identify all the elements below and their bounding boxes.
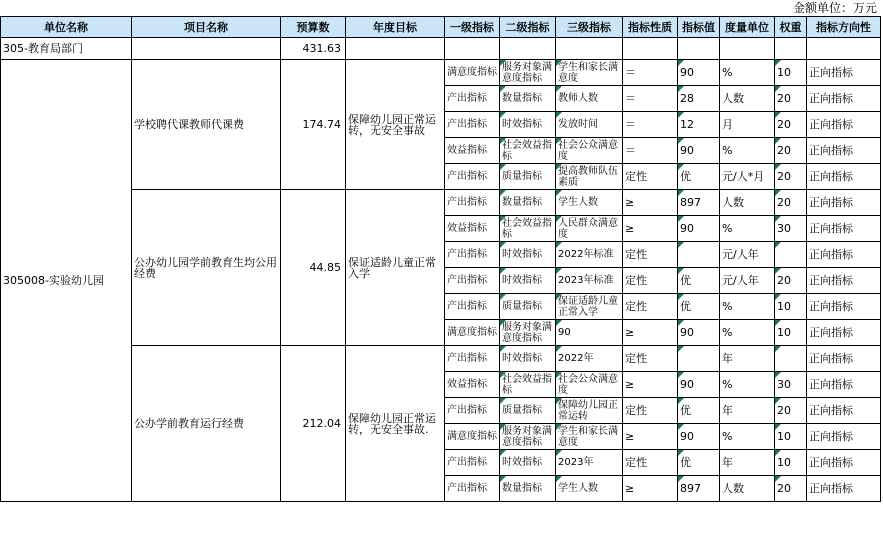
value-cell: 90: [678, 320, 720, 346]
weight-cell: 20: [775, 164, 807, 190]
project-budget-cell: 44.85: [281, 190, 346, 346]
level2-cell: 质量指标: [500, 164, 556, 190]
level1-cell: 产出指标: [445, 190, 500, 216]
dept-row: [1, 38, 881, 60]
level3-cell: 发放时间: [556, 112, 623, 138]
measure-cell: 人数: [720, 190, 775, 216]
col-header-level2: 二级指标: [500, 17, 556, 38]
direction-cell: 正向指标: [807, 372, 881, 398]
weight-cell: 10: [775, 450, 807, 476]
measure-cell: 人数: [720, 476, 775, 502]
weight-cell: 20: [775, 112, 807, 138]
weight-cell: 20: [775, 268, 807, 294]
level2-cell: 社会效益指标: [500, 138, 556, 164]
weight-cell: 10: [775, 60, 807, 86]
header-row: [1, 17, 881, 38]
col-header-value: 指标值: [678, 17, 720, 38]
dept-unit-cell: 305-教育局部门: [1, 38, 132, 60]
level3-cell: 学生和家长满意度: [556, 424, 623, 450]
col-header-level1: 一级指标: [445, 17, 500, 38]
col-header-level3: 三级指标: [556, 17, 623, 38]
amount-unit-label: 金额单位：万元: [792, 1, 877, 15]
level1-cell: 产出指标: [445, 346, 500, 372]
value-cell: 优: [678, 398, 720, 424]
measure-cell: %: [720, 320, 775, 346]
level3-cell: 保障幼儿园正常运转: [556, 398, 623, 424]
value-cell: 897: [678, 476, 720, 502]
level2-cell: 质量指标: [500, 294, 556, 320]
nature-cell: ＝: [623, 86, 678, 112]
col-header-unit: 单位名称: [1, 17, 132, 38]
weight-cell: [775, 242, 807, 268]
level1-cell: 满意度指标: [445, 60, 500, 86]
nature-cell: ≥: [623, 372, 678, 398]
value-cell: 90: [678, 138, 720, 164]
col-header-project: 项目名称: [132, 17, 281, 38]
level1-cell: 产出指标: [445, 242, 500, 268]
unit-name-cell: 305008-实验幼儿园: [1, 60, 132, 502]
direction-cell: 正向指标: [807, 450, 881, 476]
direction-cell: 正向指标: [807, 60, 881, 86]
level2-cell: 时效指标: [500, 346, 556, 372]
measure-cell: 元/人*月: [720, 164, 775, 190]
level3-cell: 提高教师队伍素质: [556, 164, 623, 190]
level2-cell: 服务对象满意度指标: [500, 60, 556, 86]
level3-cell: 教师人数: [556, 86, 623, 112]
level3-cell: 学生人数: [556, 476, 623, 502]
nature-cell: 定性: [623, 294, 678, 320]
project-goal-cell: 保证适龄儿童正常入学: [346, 190, 445, 346]
value-cell: 90: [678, 60, 720, 86]
weight-cell: 10: [775, 320, 807, 346]
value-cell: 优: [678, 164, 720, 190]
direction-cell: 正向指标: [807, 112, 881, 138]
direction-cell: 正向指标: [807, 190, 881, 216]
level1-cell: 效益指标: [445, 216, 500, 242]
value-cell: 90: [678, 372, 720, 398]
nature-cell: 定性: [623, 450, 678, 476]
nature-cell: 定性: [623, 268, 678, 294]
level2-cell: 数量指标: [500, 86, 556, 112]
measure-cell: 元/人年: [720, 268, 775, 294]
col-header-measure: 度量单位: [720, 17, 775, 38]
nature-cell: ＝: [623, 112, 678, 138]
level1-cell: 产出指标: [445, 86, 500, 112]
weight-cell: 20: [775, 476, 807, 502]
level3-cell: 社会公众满意度: [556, 138, 623, 164]
direction-cell: 正向指标: [807, 294, 881, 320]
level3-cell: 2022年标准: [556, 242, 623, 268]
direction-cell: 正向指标: [807, 346, 881, 372]
direction-cell: 正向指标: [807, 424, 881, 450]
col-header-nature: 指标性质: [623, 17, 678, 38]
value-cell: 优: [678, 450, 720, 476]
nature-cell: ≥: [623, 424, 678, 450]
weight-cell: 20: [775, 138, 807, 164]
measure-cell: %: [720, 138, 775, 164]
project-name-cell: 公办学前教育运行经费: [132, 346, 281, 502]
nature-cell: ≥: [623, 320, 678, 346]
level1-cell: 产出指标: [445, 268, 500, 294]
indicator-row: [1, 190, 881, 216]
project-name-cell: 公办幼儿园学前教育生均公用经费: [132, 190, 281, 346]
level3-cell: 人民群众满意度: [556, 216, 623, 242]
level3-cell: 90: [556, 320, 623, 346]
weight-cell: 10: [775, 294, 807, 320]
value-cell: [678, 346, 720, 372]
project-budget-cell: 212.04: [281, 346, 346, 502]
measure-cell: %: [720, 424, 775, 450]
level2-cell: 时效指标: [500, 268, 556, 294]
direction-cell: 正向指标: [807, 242, 881, 268]
nature-cell: 定性: [623, 164, 678, 190]
measure-cell: 月: [720, 112, 775, 138]
level3-cell: 保证适龄儿童正常入学: [556, 294, 623, 320]
col-header-weight: 权重: [775, 17, 807, 38]
level2-cell: 社会效益指标: [500, 372, 556, 398]
level3-cell: 社会公众满意度: [556, 372, 623, 398]
level1-cell: 效益指标: [445, 372, 500, 398]
weight-cell: [775, 346, 807, 372]
nature-cell: ≥: [623, 476, 678, 502]
direction-cell: 正向指标: [807, 268, 881, 294]
nature-cell: 定性: [623, 242, 678, 268]
level1-cell: 产出指标: [445, 112, 500, 138]
project-goal-cell: 保障幼儿园正常运转，无安全事故: [346, 60, 445, 190]
level1-cell: 产出指标: [445, 450, 500, 476]
level3-cell: 2022年: [556, 346, 623, 372]
level2-cell: 时效指标: [500, 242, 556, 268]
level2-cell: 时效指标: [500, 112, 556, 138]
measure-cell: %: [720, 294, 775, 320]
level1-cell: 产出指标: [445, 476, 500, 502]
weight-cell: 20: [775, 398, 807, 424]
level1-cell: 产出指标: [445, 398, 500, 424]
level2-cell: 社会效益指标: [500, 216, 556, 242]
performance-indicator-table: [0, 16, 881, 502]
direction-cell: 正向指标: [807, 320, 881, 346]
nature-cell: ＝: [623, 138, 678, 164]
value-cell: 28: [678, 86, 720, 112]
direction-cell: 正向指标: [807, 86, 881, 112]
level1-cell: 满意度指标: [445, 424, 500, 450]
value-cell: 优: [678, 268, 720, 294]
nature-cell: ＝: [623, 60, 678, 86]
nature-cell: 定性: [623, 398, 678, 424]
level3-cell: 2023年: [556, 450, 623, 476]
level1-cell: 效益指标: [445, 138, 500, 164]
measure-cell: 元/人年: [720, 242, 775, 268]
col-header-direction: 指标方向性: [807, 17, 881, 38]
indicator-row: [1, 346, 881, 372]
measure-cell: %: [720, 372, 775, 398]
direction-cell: 正向指标: [807, 138, 881, 164]
measure-cell: %: [720, 216, 775, 242]
indicator-row: [1, 60, 881, 86]
project-budget-cell: 174.74: [281, 60, 346, 190]
value-cell: [678, 242, 720, 268]
level2-cell: 质量指标: [500, 398, 556, 424]
level1-cell: 产出指标: [445, 294, 500, 320]
level2-cell: 数量指标: [500, 190, 556, 216]
weight-cell: 20: [775, 190, 807, 216]
weight-cell: 30: [775, 216, 807, 242]
weight-cell: 30: [775, 372, 807, 398]
measure-cell: 年: [720, 398, 775, 424]
level2-cell: 数量指标: [500, 476, 556, 502]
value-cell: 12: [678, 112, 720, 138]
level1-cell: 满意度指标: [445, 320, 500, 346]
project-goal-cell: 保障幼儿园正常运转，无安全事故.: [346, 346, 445, 502]
measure-cell: 年: [720, 450, 775, 476]
weight-cell: 20: [775, 86, 807, 112]
level2-cell: 时效指标: [500, 450, 556, 476]
measure-cell: %: [720, 60, 775, 86]
col-header-budget: 预算数: [281, 17, 346, 38]
value-cell: 优: [678, 294, 720, 320]
weight-cell: 10: [775, 424, 807, 450]
direction-cell: 正向指标: [807, 164, 881, 190]
level1-cell: 产出指标: [445, 164, 500, 190]
direction-cell: 正向指标: [807, 216, 881, 242]
direction-cell: 正向指标: [807, 476, 881, 502]
level3-cell: 2023年标准: [556, 268, 623, 294]
direction-cell: 正向指标: [807, 398, 881, 424]
col-header-goal: 年度目标: [346, 17, 445, 38]
level2-cell: 服务对象满意度指标: [500, 320, 556, 346]
measure-cell: 年: [720, 346, 775, 372]
value-cell: 897: [678, 190, 720, 216]
nature-cell: ≥: [623, 190, 678, 216]
measure-cell: 人数: [720, 86, 775, 112]
level3-cell: 学生和家长满意度: [556, 60, 623, 86]
value-cell: 90: [678, 216, 720, 242]
level3-cell: 学生人数: [556, 190, 623, 216]
project-name-cell: 学校聘代课教师代课费: [132, 60, 281, 190]
level2-cell: 服务对象满意度指标: [500, 424, 556, 450]
nature-cell: ≥: [623, 216, 678, 242]
nature-cell: 定性: [623, 346, 678, 372]
value-cell: 90: [678, 424, 720, 450]
dept-budget-cell: 431.63: [281, 38, 346, 60]
